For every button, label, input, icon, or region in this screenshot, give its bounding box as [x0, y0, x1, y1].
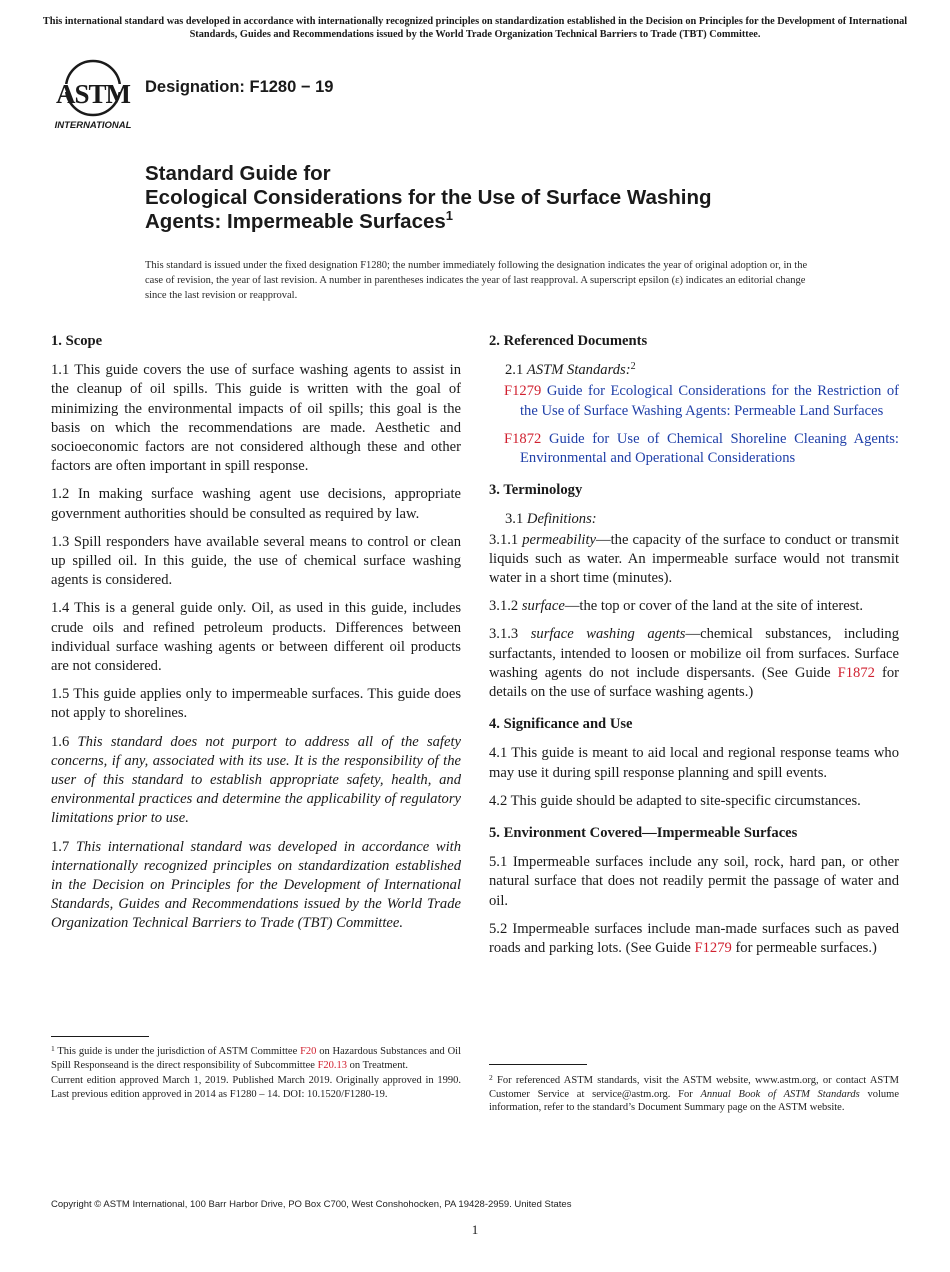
paragraph-1-6: 1.6 This standard does not purport to address all of the safety concerns, if any, associated with its use. It is the responsibility of the user of this standard to establish appropriate safety, health, and environmental practices and determine the applicability of regulatory limitations prior to use. [51, 733, 461, 827]
logo-caption: INTERNATIONAL [54, 120, 132, 131]
paragraph-2-1: 2.1 ASTM Standards:$^2$ [505, 361, 636, 379]
paragraph-4-1: 4.1 This guide is meant to aid local and regional response teams who may use it during spill response planning and spill events. [489, 745, 899, 781]
section-heading-scope: 1. Scope [51, 333, 103, 349]
footnote-2-mark[interactable]: 2 [630, 361, 636, 373]
link-f1872[interactable]: F1872 [837, 664, 875, 681]
document-title [145, 162, 845, 234]
paragraph-1-1: 1.1 This guide covers the use of surface washing agents to assist in the cleanup of oil spills. This guide is written with the goal of minimizing the environmental impacts of oil spills; this goal is the basis on which the recommendations are made. Aesthetic and socioeconomic factors are not considered although these and other factors are often important in spill response. [51, 362, 461, 475]
section-heading-environment: 5. Environment Covered—Impermeable Surfaces [489, 825, 798, 842]
footnote-2: $^2$ For referenced ASTM standards, visit the ASTM website, www.astm.org, or contact ASTM Customer Service at service@astm.org. For Annual Book of ASTM Standards volume information, refer to the standard’s Document Summary page on the ASTM website. [489, 1073, 899, 1113]
paragraph-1-7: 1.7 This international standard was developed in accordance with internationally recognized principles on standardization established in the Decision on Principles for the Development of International Standards, Guides and Recommendations issued by the World Trade Organization Technical Barriers to Trade (TBT) Committee. [51, 838, 462, 932]
paragraph-3-1-3: 3.1.3 surface washing agents—chemical substances, including surfactants, intended to loosen or mobilize oil from surfaces. Surface washing agents do not include dispersants. (See Guide F1872 for details on the use of surface washing agents.) [489, 626, 900, 701]
left-column [51, 332, 461, 943]
paragraph-1-3: 1.3 Spill responders have available several means to control or clean up spilled oil. In this guide, the use of chemical surface washing agents is considered. [51, 533, 461, 589]
title-line-3: Agents: Impermeable Surfaces$^1$ [145, 208, 454, 233]
astm-logo [53, 58, 135, 132]
title-line-1: Standard Guide for [145, 162, 331, 185]
footnote-1: $^1$ This guide is under the jurisdiction of ASTM Committee F20 on Hazardous Substances and Oil Spill Responseand is the direct responsibility of Subcommittee F20.13 on Treatment. Current edition approved March 1, 2019. Published March 2019. Originally approved in 1990. Last previous edition approved in 2014 as F1280 – 14. DOI: 10.1520/F1280-19. [51, 1044, 462, 1100]
reference-f1279[interactable]: F1279 Guide for Ecological Considerations for the Restriction of the Use of Surface Washing Agents: Permeable Land Surfaces [504, 383, 899, 419]
paragraph-5-2: 5.2 Impermeable surfaces include man-made surfaces such as paved roads and parking lots. (See Guide F1279 for permeable surfaces.) [489, 920, 899, 957]
paragraph-1-4: 1.4 This is a general guide only. Oil, as used in this guide, includes crude oils and refined petroleum products. Differences between individual surface washing agents or between different oil products are not considered. [51, 600, 461, 675]
logo-letters: ASTM [55, 79, 131, 109]
paragraph-3-1: 3.1 Definitions: [505, 511, 597, 528]
link-f20-13[interactable]: F20.13 [317, 1059, 348, 1071]
page-number: 1 [471, 1222, 479, 1237]
paragraph-3-1-2: 3.1.2 surface—the top or cover of the land at the site of interest. [489, 598, 864, 615]
section-heading-significance: 4. Significance and Use [489, 716, 633, 733]
footnote-rule-right [489, 1064, 587, 1065]
paragraph-1-2: 1.2 In making surface washing agent use decisions, appropriate government authorities should be consulted as required by law. [51, 486, 461, 522]
paragraph-1-5: 1.5 This guide applies only to impermeable surfaces. This guide does not apply to shorelines. [51, 686, 461, 722]
copyright-line: Copyright © ASTM International, 100 Barr Harbor Drive, PO Box C700, West Conshohocken, PA 19428-2959. United States [51, 1199, 572, 1210]
paragraph-5-1: 5.1 Impermeable surfaces include any soil, rock, hard pan, or other natural surface that does not readily permit the passage of water and oil. [489, 854, 899, 909]
issuance-statement: This standard is issued under the fixed designation F1280; the number immediately following the designation indicates the year of original adoption or, in the case of revision, the year of last revision. A number in parentheses indicates the year of last reapproval. A superscript epsilon (ε) indicates an editorial change since the last revision or reapproval. [145, 260, 808, 301]
reference-f1872[interactable]: F1872 Guide for Use of Chemical Shoreline Cleaning Agents: Environmental and Operational Considerations [504, 430, 899, 467]
standards-notice: This international standard was developed in accordance with internationally recognized principles on standardization established in the Decision on Principles for the Development of International Standards, Guides and Recommendations issued by the World Trade Organization Technical Barriers to Trade (TBT) Committee. [42, 16, 908, 40]
footnote-1-edition: Current edition approved March 1, 2019. Published March 2019. Originally approved in 1990. Last previous edition approved in 2014 as F1280 – 14. DOI: 10.1520/F1280-19. [51, 1075, 461, 1100]
section-heading-terminology: 3. Terminology [489, 482, 583, 499]
title-line-2: Ecological Considerations for the Use of Surface Washing [145, 186, 712, 209]
paragraph-4-2: 4.2 This guide should be adapted to site-specific circumstances. [489, 792, 861, 809]
right-column [489, 332, 899, 967]
footnote-rule-left [51, 1036, 149, 1037]
link-f20[interactable]: F20 [300, 1046, 317, 1057]
paragraph-3-1-1: 3.1.1 permeability—the capacity of the surface to conduct or transmit liquids such as water. An impermeable surface would not transmit water in a short time (minutes). [489, 531, 899, 587]
title-footnote-mark[interactable]: 1 [445, 208, 454, 223]
designation: Designation: F1280 − 19 [145, 78, 334, 96]
astm-logo-icon [53, 58, 135, 132]
section-heading-referenced: 2. Referenced Documents [489, 333, 648, 349]
link-f1279[interactable]: F1279 [694, 940, 732, 957]
